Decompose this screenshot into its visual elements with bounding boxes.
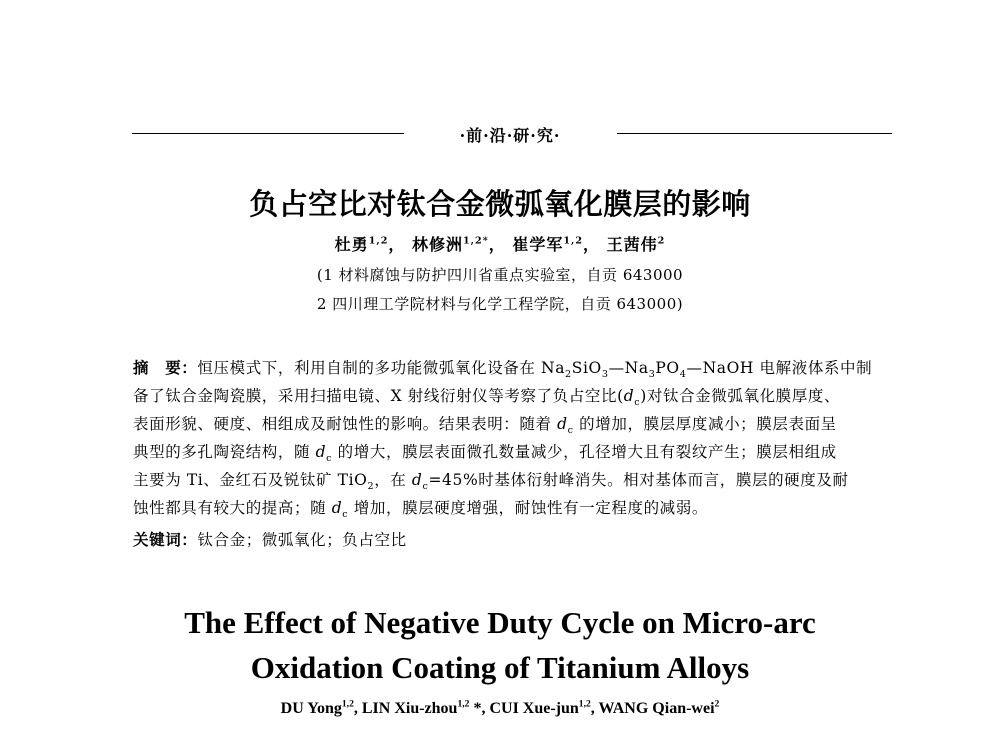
english-authors	[0, 700, 1000, 718]
author-en-3: CUI Xue-jun$^{1,2}$,	[489, 698, 599, 717]
keywords-line	[133, 530, 893, 550]
author-en-4: WANG Qian-wei$^2$	[598, 698, 720, 717]
keywords-label: 关键词：	[133, 530, 198, 549]
chinese-authors	[0, 232, 1000, 255]
abstract-line-1: 摘 要：恒压模式下，利用自制的多功能微弧氧化设备在 $Na_2SiO_3—Na_3PO_4—NaOH$ 电解液体系中制	[133, 358, 873, 381]
abstract-label: 摘 要：	[133, 358, 198, 377]
author-cn-2: 林修洲$^{1,2*}$，	[411, 235, 506, 254]
section-label: ·前·沿·研·究·	[459, 126, 561, 145]
header-rule-left	[132, 133, 404, 134]
keywords-text: 钛合金；微弧氧化；负占空比	[197, 531, 407, 549]
affiliation-line-1: (1 材料腐蚀与防护四川省重点实验室，自贡 643000	[316, 266, 684, 284]
abstract-line-4: 典型的多孔陶瓷结构，随 $d_c$ 的增大，膜层表面微孔数量减少，孔径增大且有裂纹产生；膜层相组成	[133, 443, 837, 465]
english-title-line-1: The Effect of Negative Duty Cycle on Micro-arc	[184, 605, 816, 640]
author-en-1: DU Yong$^{1,2}$,	[280, 698, 362, 717]
author-cn-1: 杜勇$^{1,2}$，	[334, 235, 406, 254]
abstract-line-2: 备了钛合金陶瓷膜，采用扫描电镜、X 射线衍射仪等考察了负占空比$(d_c)$对钛合金微弧氧化膜厚度、	[133, 387, 841, 409]
author-cn-3: 崔学军$^{1,2}$，	[512, 235, 601, 254]
abstract-line-3: 表面形貌、硬度、相组成及耐蚀性的影响。结果表明：随着 $d_c$ 的增加，膜层厚度减小；膜层表面呈	[133, 415, 837, 437]
abstract-line-5: 主要为 Ti、金红石及锐钛矿 TiO$_2$，在 $d_c=45\%$时基体衍射峰消失。相对基体而言，膜层的硬度及耐	[133, 471, 849, 493]
chinese-title: 负占空比对钛合金微弧氧化膜层的影响	[249, 187, 751, 221]
header-rule-right	[617, 133, 892, 134]
english-title-line-2: Oxidation Coating of Titanium Alloys	[250, 650, 750, 685]
author-cn-4: 王茜伟$^2$	[606, 235, 666, 254]
author-en-2: LIN Xiu-zhou$^{1,2}$ *,	[361, 698, 490, 717]
affiliation-line-2: 2 四川理工学院材料与化学工程学院，自贡 643000)	[316, 295, 684, 313]
abstract-line-6: 蚀性都具有较大的提高；随 $d_c$ 增加，膜层硬度增强，耐蚀性有一定程度的减弱。	[133, 499, 708, 521]
